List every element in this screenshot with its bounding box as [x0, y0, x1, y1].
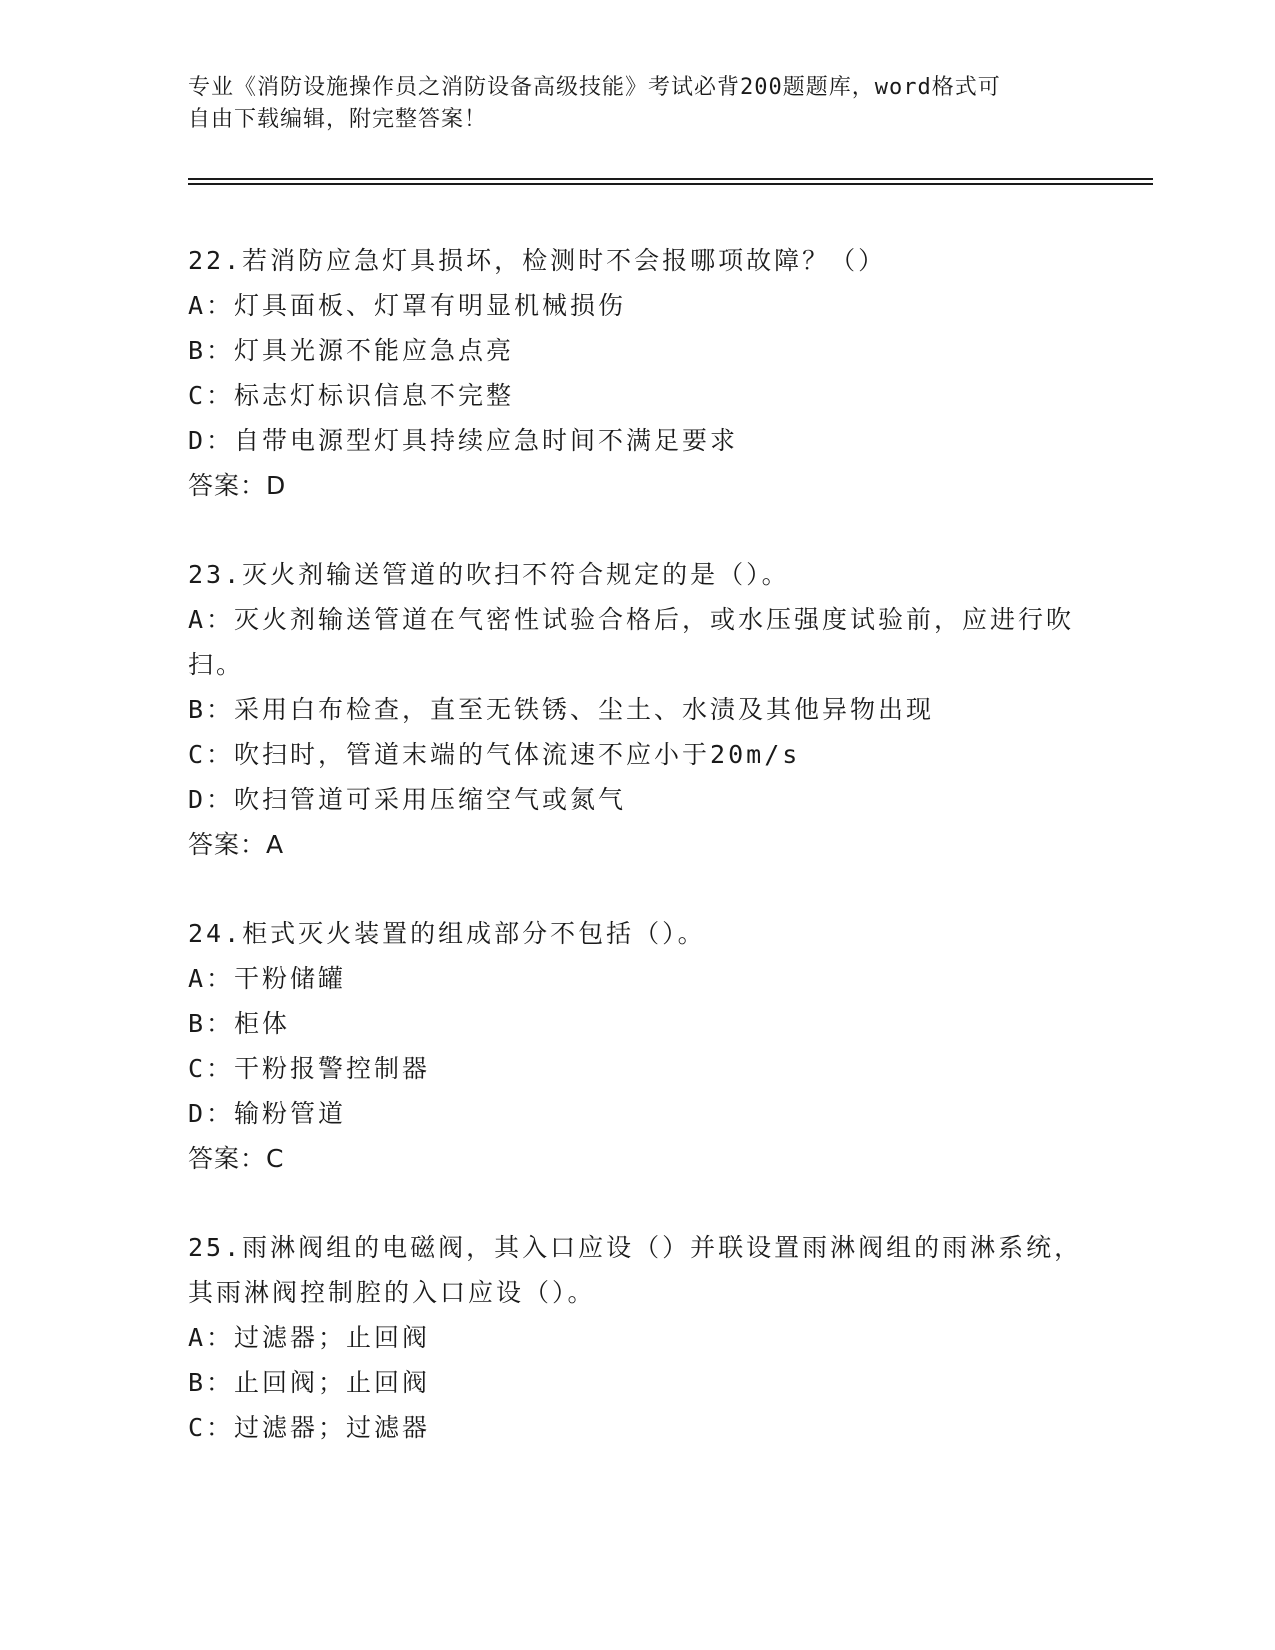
- option-b: B：柜体: [188, 1009, 291, 1038]
- option-b: B：止回阀；止回阀: [188, 1368, 431, 1397]
- option-c: C：干粉报警控制器: [188, 1054, 431, 1083]
- option-d: D：自带电源型灯具持续应急时间不满足要求: [188, 426, 739, 455]
- option-a: A：灭火剂输送管道在气密性试验合格后，或水压强度试验前，应进行吹扫。: [188, 605, 1075, 679]
- answer-line: 答案：C: [188, 1144, 285, 1173]
- option-d: D：输粉管道: [188, 1099, 347, 1128]
- question-list: [188, 238, 1088, 1494]
- option-c: C：过滤器；过滤器: [188, 1413, 431, 1442]
- option-c: C：标志灯标识信息不完整: [188, 381, 515, 410]
- header-line-2: 自由下载编辑，附完整答案！: [188, 107, 488, 132]
- question-25: [188, 1225, 1088, 1450]
- header-divider-top: [188, 178, 1153, 180]
- option-a: A：过滤器；止回阀: [188, 1323, 431, 1352]
- answer-line: 答案：D: [188, 471, 287, 500]
- option-d: D：吹扫管道可采用压缩空气或氮气: [188, 785, 627, 814]
- question-22: [188, 238, 1088, 508]
- question-stem: 24.柜式灭火装置的组成部分不包括（）。: [188, 919, 706, 948]
- question-24: [188, 911, 1088, 1181]
- question-stem: 22.若消防应急灯具损坏，检测时不会报哪项故障？（）: [188, 246, 887, 275]
- option-b: B：采用白布检查，直至无铁锈、尘土、水渍及其他异物出现: [188, 695, 935, 724]
- answer-line: 答案：A: [188, 830, 285, 859]
- header-line-1: 专业《消防设施操作员之消防设备高级技能》考试必背200题题库，word格式可: [188, 75, 1001, 100]
- question-stem: 25.雨淋阀组的电磁阀，其入口应设（）并联设置雨淋阀组的雨淋系统，其雨淋阀控制腔的入口应设（）。: [188, 1233, 1083, 1307]
- option-a: A：灯具面板、灯罩有明显机械损伤: [188, 291, 627, 320]
- option-b: B：灯具光源不能应急点亮: [188, 336, 515, 365]
- document-header: [188, 72, 1088, 136]
- question-23: [188, 552, 1088, 867]
- question-stem: 23.灭火剂输送管道的吹扫不符合规定的是（）。: [188, 560, 790, 589]
- option-c: C：吹扫时，管道末端的气体流速不应小于20m/s: [188, 740, 801, 769]
- option-a: A：干粉储罐: [188, 964, 347, 993]
- header-divider-bottom: [188, 183, 1153, 185]
